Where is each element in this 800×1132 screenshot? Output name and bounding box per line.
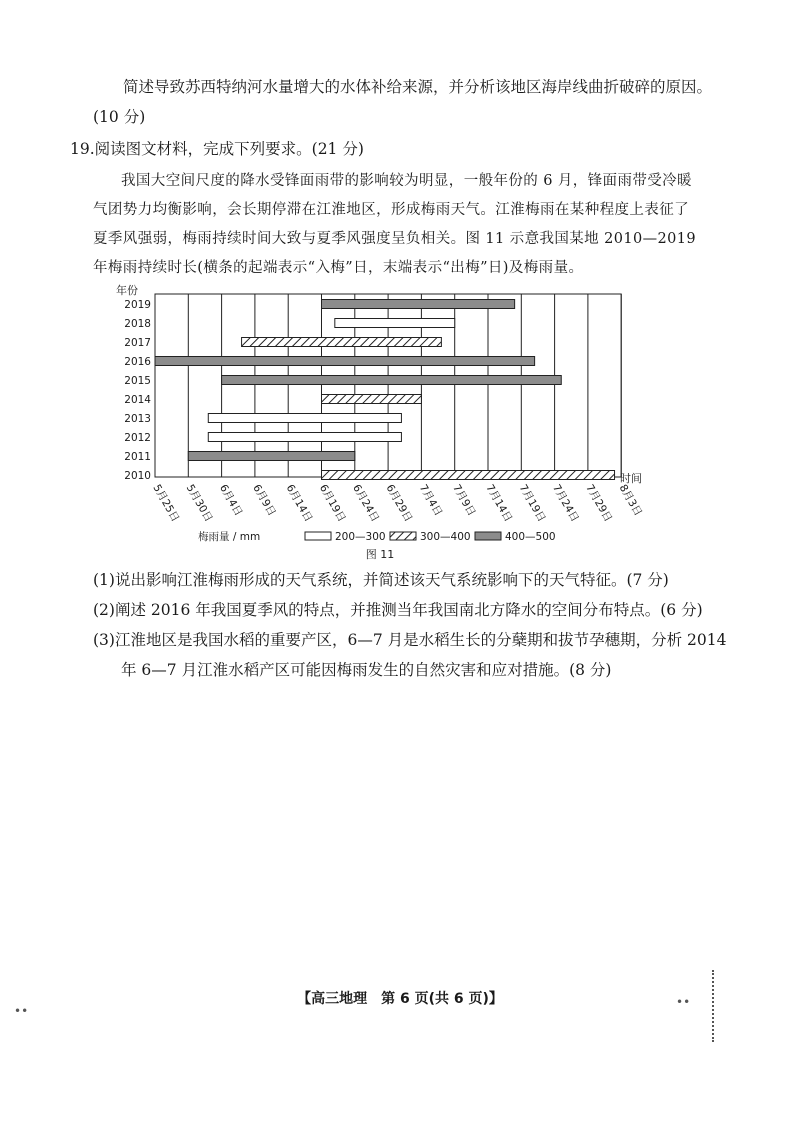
intro-question-line1: 简述导致苏西特纳河水量增大的水体补给来源，并分析该地区海岸线曲折破碎的原因。 <box>123 78 713 96</box>
material-line-3: 夏季风强弱，梅雨持续时间大致与夏季风强度呈负相关。图 11 示意我国某地 2010—2019 <box>93 231 696 247</box>
bar-2017 <box>242 338 442 347</box>
year-label-2017: 2017 <box>124 337 151 349</box>
x-tick-8: 7月4日 <box>416 482 445 519</box>
year-label-2011: 2011 <box>124 451 151 463</box>
q19-heading: 19.阅读图文材料，完成下列要求。(21 分) <box>70 140 364 158</box>
figure-caption: 图 11 <box>365 548 395 561</box>
x-tick-6: 6月24日 <box>350 482 382 525</box>
x-tick-4: 6月14日 <box>283 482 315 525</box>
x-tick-12: 7月24日 <box>550 482 581 525</box>
year-label-2012: 2012 <box>124 432 151 444</box>
sub-question-1: (1)说出影响江淮梅雨形成的天气系统，并简述该天气系统影响下的天气特征。(7 分) <box>93 571 669 589</box>
material-line-4: 年梅雨持续时长(横条的起端表示“入梅”日，末端表示“出梅”日)及梅雨量。 <box>93 260 584 276</box>
bar-2019 <box>322 300 515 309</box>
x-axis-label: 时间 <box>620 472 642 485</box>
x-tick-9: 7月9日 <box>450 482 478 519</box>
year-label-2015: 2015 <box>124 375 151 387</box>
legend-label-1: 300—400 <box>420 531 471 543</box>
legend-swatch-0 <box>305 532 331 540</box>
bar-2016 <box>155 357 535 366</box>
bar-2011 <box>188 452 354 461</box>
legend-label-0: 200—300 <box>335 531 386 543</box>
legend-swatch-1 <box>390 532 416 540</box>
x-tick-13: 7月29日 <box>583 482 615 525</box>
x-tick-0: 5月25日 <box>150 482 182 525</box>
x-tick-7: 6月29日 <box>383 482 415 525</box>
right-mark: •• <box>676 995 691 1009</box>
year-label-2019: 2019 <box>124 299 151 311</box>
binding-margin-dots <box>712 970 717 1042</box>
x-tick-14: 8月3日 <box>616 482 645 519</box>
x-tick-2: 6月4日 <box>217 482 245 519</box>
sub-question-3-line1: (3)江淮地区是我国水稻的重要产区，6—7 月是水稻生长的分蘖期和拔节孕穗期，分析 2014 <box>93 631 727 649</box>
legend-title: 梅雨量 / mm <box>198 531 261 543</box>
year-label-2013: 2013 <box>124 413 151 425</box>
x-tick-11: 7月19日 <box>516 482 548 525</box>
sub-question-2: (2)阐述 2016 年我国夏季风的特点，并推测当年我国南北方降水的空间分布特点。(6 分) <box>93 601 703 619</box>
material-line-1: 我国大空间尺度的降水受锋面雨带的影响较为明显，一般年份的 6 月，锋面雨带受冷暖 <box>121 173 692 189</box>
bar-2014 <box>322 395 422 404</box>
x-tick-3: 6月9日 <box>250 482 278 519</box>
x-tick-5: 6月19日 <box>316 482 348 525</box>
sub-question-3-line2: 年 6—7 月江淮水稻产区可能因梅雨发生的自然灾害和应对措施。(8 分) <box>121 661 612 679</box>
bar-2012 <box>208 433 401 442</box>
x-tick-10: 7月14日 <box>483 482 515 525</box>
year-label-2016: 2016 <box>124 356 151 368</box>
legend-swatch-2 <box>475 532 501 540</box>
year-label-2014: 2014 <box>124 394 151 406</box>
legend-label-2: 400—500 <box>505 531 556 543</box>
figure-11-chart <box>110 282 650 567</box>
intro-question-line2: (10 分) <box>93 108 146 126</box>
left-mark: •• <box>14 1004 29 1018</box>
bar-2013 <box>208 414 401 423</box>
material-line-2: 气团势力均衡影响，会长期停滞在江淮地区，形成梅雨天气。江淮梅雨在某种程度上表征了 <box>93 202 689 218</box>
year-label-2018: 2018 <box>124 318 151 330</box>
x-tick-1: 5月30日 <box>183 482 215 525</box>
bar-2018 <box>335 319 455 328</box>
bar-2010 <box>322 471 615 480</box>
page-footer: 【高三地理 第 6 页(共 6 页)】 <box>297 991 503 1007</box>
bar-2015 <box>222 376 562 385</box>
y-axis-label: 年份 <box>116 284 138 297</box>
year-label-2010: 2010 <box>124 470 151 482</box>
